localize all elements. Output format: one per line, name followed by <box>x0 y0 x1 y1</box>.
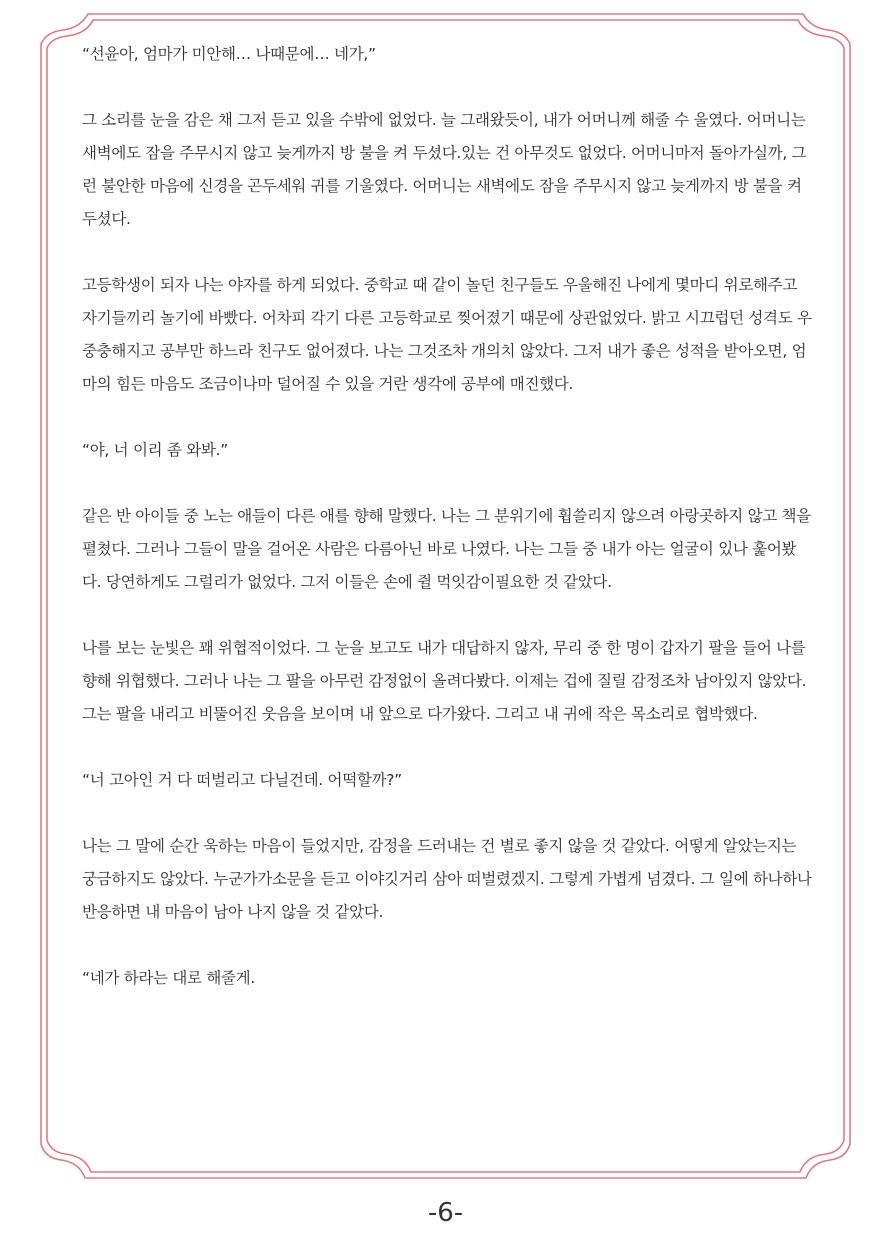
dialogue-line: “네가 하라는 대로 해줄게. <box>82 969 255 987</box>
paragraph: 그 소리를 눈을 감은 채 그저 듣고 있을 수밖에 없었다. 늘 그래왔듯이, 내가 어머니께 해줄 수 울였다. 어머니는 새벽에도 잠을 주무시지 않고 늦게까지 방 불을 켜 두셨다.있는 건 아무것도 없었다. 어머니마저 돌아가실까, 그런 불안한 마음에 신경을 곤두세워 귀를 기울였다. 어머니는 새벽에도 잠을 주무시지 않고 늦게까지 방 불을 켜 두셨다. <box>82 111 807 228</box>
page-number: -6- <box>427 1198 464 1228</box>
dialogue-line: “야, 너 이리 좀 와봐.” <box>82 441 228 459</box>
story-text <box>82 38 812 995</box>
dialogue-line: “너 고아인 거 다 떠벌리고 다닐건데. 어떡할까?” <box>82 771 402 789</box>
paragraph: 고등학생이 되자 나는 야자를 하게 되었다. 중학교 때 같이 놀던 친구들도 우울해진 나에게 몇마디 위로해주고 자기들끼리 놀기에 바빴다. 어차피 각기 다른 고등학교로 찢어졌기 때문에 상관없었다. 밝고 시끄럽던 성격도 우중충해지고 공부만 하느라 친구도 없어졌다. 나는 그것조차 개의치 않았다. 그저 내가 좋은 성적을 받아오면, 엄마의 힘든 마음도 조금이나마 덜어질 수 있을 거란 생각에 공부에 매진했다. <box>82 276 812 393</box>
paragraph: 나는 그 말에 순간 욱하는 마음이 들었지만, 감정을 드러내는 건 별로 좋지 않을 것 같았다. 어떻게 알았는지는 궁금하지도 않았다. 누군가가소문을 듣고 이야깃거리 삼아 떠벌렸겠지. 그렇게 가볍게 넘겼다. 그 일에 하나하나 반응하면 내 마음이 남아 나지 않을 것 같았다. <box>82 837 812 921</box>
paragraph: 같은 반 아이들 중 노는 애들이 다른 애를 향해 말했다. 나는 그 분위기에 휩쓸리지 않으려 아랑곳하지 않고 책을 펼쳤다. 그러나 그들이 말을 걸어온 사람은 다름아닌 바로 나였다. 나는 그들 중 내가 아는 얼굴이 있나 훑어봤다. 당연하게도 그럴리가 없었다. 그저 이들은 손에 쥘 먹잇감이필요한 것 같았다. <box>82 507 811 591</box>
dialogue-line: “선윤아, 엄마가 미안해… 나때문에… 네가,” <box>82 45 376 63</box>
paragraph: 나를 보는 눈빛은 꽤 위협적이었다. 그 눈을 보고도 내가 대답하지 않자, 무리 중 한 명이 갑자기 팔을 들어 나를 향해 위협했다. 그러나 나는 그 팔을 아무런 감정없이 올려다봤다. 이제는 겁에 질릴 감정조차 남아있지 않았다. 그는 팔을 내리고 비뚤어진 웃음을 보이며 내 앞으로 다가왔다. 그리고 내 귀에 작은 목소리로 협박했다. <box>82 639 807 723</box>
